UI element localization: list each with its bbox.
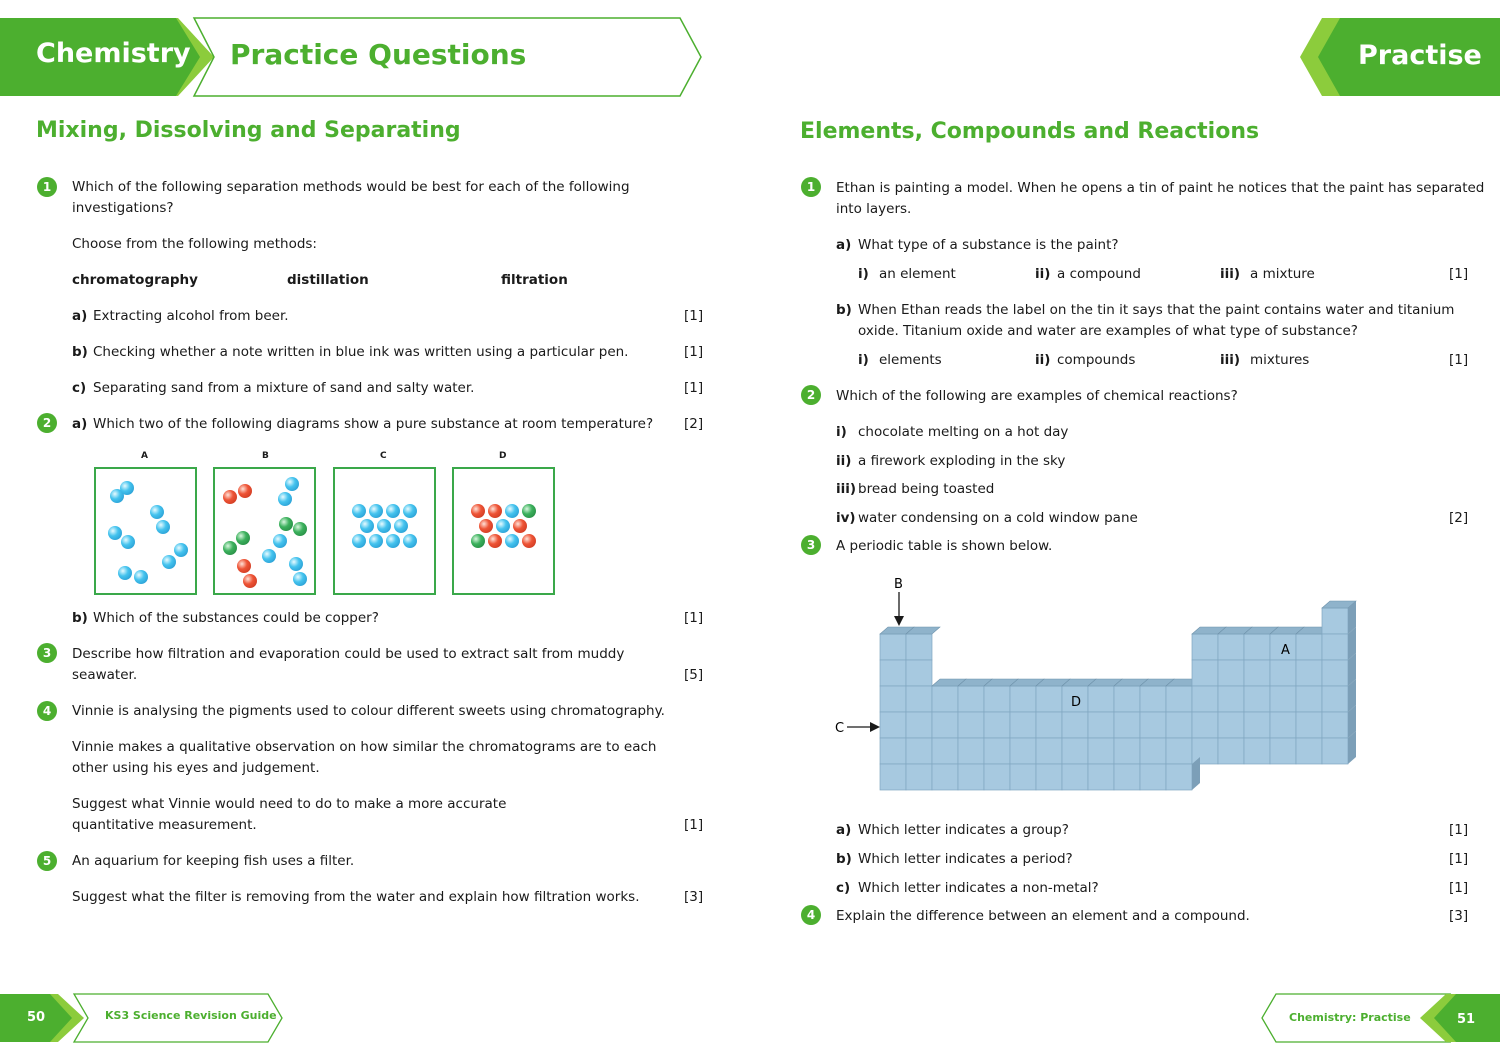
rq1b-label: b) (836, 302, 852, 318)
q3-text-line2: seawater. (72, 667, 138, 683)
rq3b-mark: [1] (1449, 851, 1469, 867)
q2a-text: Which two of the following diagrams show a pure substance at room temperature? (93, 416, 654, 432)
rq4-text: Explain the difference between an element and a compound. (836, 908, 1250, 924)
rq1a-opt3-label: iii) (1220, 266, 1241, 282)
rq3-text: A periodic table is shown below. (836, 538, 1053, 554)
rq1a-opt1-text: an element (879, 266, 956, 282)
section-title-mixing: Mixing, Dissolving and Separating (36, 118, 461, 143)
pt-label-d: D (1071, 695, 1082, 710)
particle-diagram-d (452, 467, 555, 595)
rq3c-text: Which letter indicates a non-metal? (858, 880, 1099, 896)
q1b-text: Checking whether a note written in blue ink was written using a particular pen. (93, 344, 629, 360)
q5-text-line2: Suggest what the filter is removing from the water and explain how filtration works. (72, 889, 640, 905)
rq2-opt2-label: ii) (836, 453, 852, 469)
rq1b-opt2-text: compounds (1057, 352, 1136, 368)
particle-diagram-c (333, 467, 436, 595)
rq1b-opt1-label: i) (858, 352, 869, 368)
rq1b-opt2-label: ii) (1035, 352, 1051, 368)
rq1-text-line1: Ethan is painting a model. When he opens a tin of paint he notices that the paint has separated (836, 180, 1485, 196)
q3-text-line1: Describe how filtration and evaporation could be used to extract salt from muddy (72, 646, 625, 662)
q1-text-line2: investigations? (72, 200, 174, 216)
q1c-label: c) (72, 380, 87, 396)
question-number-5: 5 (37, 851, 57, 871)
q1a-mark: [1] (684, 308, 704, 324)
page-title: Practice Questions (230, 38, 527, 71)
right-question-number-4: 4 (801, 905, 821, 925)
header-banners (0, 0, 1500, 100)
footer-page-number-left: 50 (27, 1010, 46, 1025)
right-question-number-1: 1 (801, 177, 821, 197)
q4-mark: [1] (684, 817, 704, 833)
q4-text-line2: Vinnie makes a qualitative observation on how similar the chromatograms are to each (72, 739, 657, 755)
q4-text-line1: Vinnie is analysing the pigments used to colour different sweets using chromatography. (72, 703, 665, 719)
q2a-mark: [2] (684, 416, 704, 432)
rq1-text-line2: into layers. (836, 201, 912, 217)
periodic-table-diagram (820, 570, 1380, 810)
method-distillation: distillation (287, 272, 369, 288)
q4-text-line5: quantitative measurement. (72, 817, 257, 833)
rq3a-label: a) (836, 822, 852, 838)
rq1a-opt1-label: i) (858, 266, 869, 282)
rq2-opt3-text: bread being toasted (858, 481, 995, 497)
rq2-mark: [2] (1449, 510, 1469, 526)
rq1b-opt3-text: mixtures (1250, 352, 1310, 368)
rq1a-label: a) (836, 237, 852, 253)
rq2-opt1-label: i) (836, 424, 847, 440)
rq1b-text-line1: When Ethan reads the label on the tin it says that the paint contains water and titanium (858, 302, 1455, 318)
q2b-mark: [1] (684, 610, 704, 626)
header-tab-chemistry: Chemistry (36, 38, 191, 69)
rq3c-mark: [1] (1449, 880, 1469, 896)
rq1a-text: What type of a substance is the paint? (858, 237, 1119, 253)
q5-mark: [3] (684, 889, 704, 905)
particle-diagram-b (213, 467, 316, 595)
question-number-2: 2 (37, 413, 57, 433)
method-chromatography: chromatography (72, 272, 198, 288)
footer-page-number-right: 51 (1457, 1012, 1476, 1027)
question-number-4: 4 (37, 701, 57, 721)
pt-label-b: B (894, 577, 903, 592)
rq1a-opt2-label: ii) (1035, 266, 1051, 282)
q1c-text: Separating sand from a mixture of sand and salty water. (93, 380, 475, 396)
rq2-opt4-text: water condensing on a cold window pane (858, 510, 1138, 526)
q4-text-line3: other using his eyes and judgement. (72, 760, 320, 776)
rq3a-mark: [1] (1449, 822, 1469, 838)
q3-mark: [5] (684, 667, 704, 683)
q2b-label: b) (72, 610, 88, 626)
q1c-mark: [1] (684, 380, 704, 396)
diagram-label-b: B (262, 451, 269, 461)
footer-book-title: KS3 Science Revision Guide (105, 1009, 277, 1022)
q5-text-line1: An aquarium for keeping fish uses a filter. (72, 853, 355, 869)
section-title-elements: Elements, Compounds and Reactions (800, 119, 1260, 144)
footer-section-label: Chemistry: Practise (1289, 1011, 1411, 1024)
rq2-opt1-text: chocolate melting on a hot day (858, 424, 1069, 440)
q1a-label: a) (72, 308, 88, 324)
rq3a-text: Which letter indicates a group? (858, 822, 1069, 838)
q4-text-line4: Suggest what Vinnie would need to do to make a more accurate (72, 796, 507, 812)
rq1b-opt3-label: iii) (1220, 352, 1241, 368)
question-number-3: 3 (37, 643, 57, 663)
right-question-number-3: 3 (801, 535, 821, 555)
q1-text-line1: Which of the following separation methods would be best for each of the following (72, 179, 630, 195)
header-tab-practise: Practise (1358, 40, 1482, 71)
rq2-opt3-label: iii) (836, 481, 857, 497)
rq1b-mark: [1] (1449, 352, 1469, 368)
question-number-1: 1 (37, 177, 57, 197)
q2a-label: a) (72, 416, 88, 432)
diagram-label-d: D (499, 451, 507, 461)
rq1b-opt1-text: elements (879, 352, 942, 368)
rq1b-text-line2: oxide. Titanium oxide and water are examples of what type of substance? (858, 323, 1358, 339)
q2b-text: Which of the substances could be copper? (93, 610, 379, 626)
q1b-label: b) (72, 344, 88, 360)
rq1a-mark: [1] (1449, 266, 1469, 282)
rq3b-text: Which letter indicates a period? (858, 851, 1073, 867)
rq4-mark: [3] (1449, 908, 1469, 924)
q1b-mark: [1] (684, 344, 704, 360)
rq2-text: Which of the following are examples of chemical reactions? (836, 388, 1238, 404)
diagram-label-c: C (380, 451, 387, 461)
method-filtration: filtration (501, 272, 568, 288)
diagram-label-a: A (141, 451, 148, 461)
rq2-opt2-text: a firework exploding in the sky (858, 453, 1066, 469)
rq3b-label: b) (836, 851, 852, 867)
q1-choose-text: Choose from the following methods: (72, 236, 317, 252)
rq2-opt4-label: iv) (836, 510, 856, 526)
pt-label-c: C (835, 721, 845, 736)
pt-label-a: A (1281, 643, 1290, 658)
rq3c-label: c) (836, 880, 851, 896)
particle-diagram-a (94, 467, 197, 595)
right-question-number-2: 2 (801, 385, 821, 405)
rq1a-opt3-text: a mixture (1250, 266, 1315, 282)
rq1a-opt2-text: a compound (1057, 266, 1141, 282)
q1a-text: Extracting alcohol from beer. (93, 308, 289, 324)
